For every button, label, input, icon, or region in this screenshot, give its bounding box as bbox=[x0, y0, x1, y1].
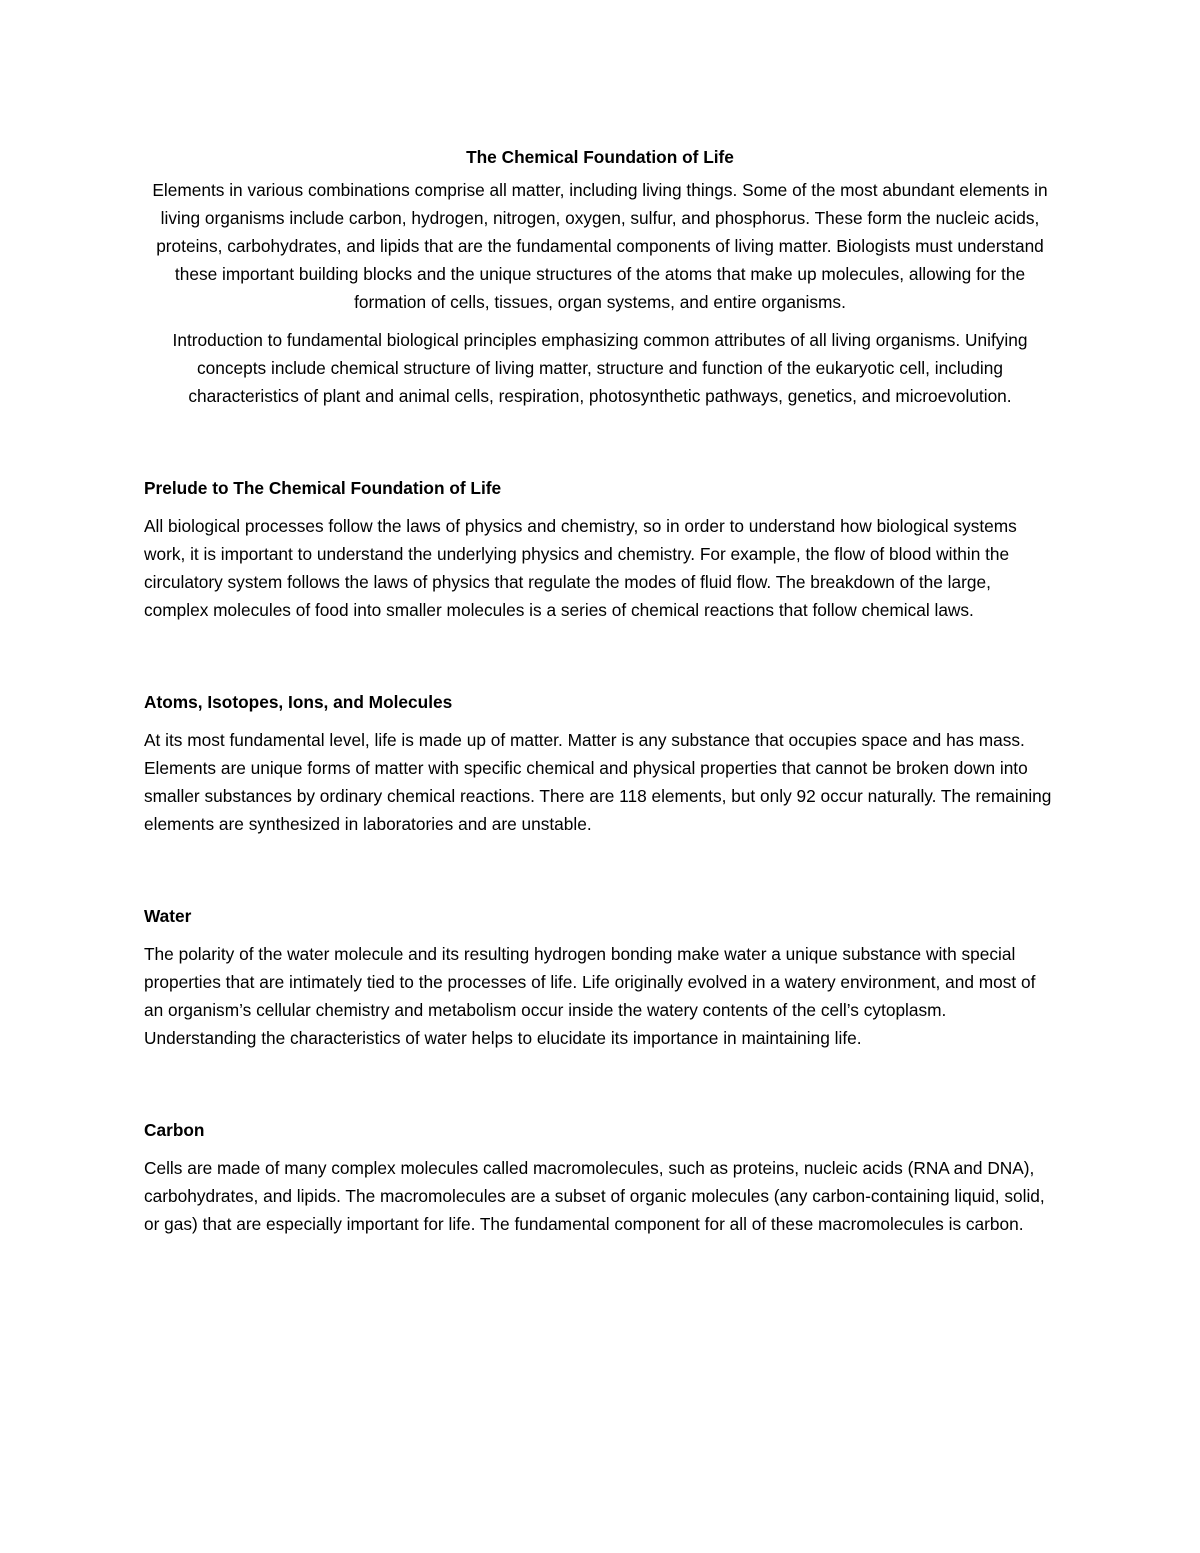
document-page bbox=[144, 141, 1056, 1238]
intro-paragraph-1: Elements in various combinations comprise all matter, including living things. Some of the most abundant elements in living organisms include carbon, hydrogen, nitrogen, oxygen, sulfur, and phosphorus. These form the nucleic acids, proteins, carbohydrates, and lipids that are the fundamental components of living matter. Biologists must understand these important building blocks and the unique structures of the atoms that make up molecules, allowing for the formation of cells, tissues, organ systems, and entire organisms. bbox=[152, 180, 1048, 312]
section-water bbox=[144, 902, 1056, 1052]
section-prelude bbox=[144, 474, 1056, 624]
section-heading: Atoms, Isotopes, Ions, and Molecules bbox=[144, 692, 453, 712]
section-body: Cells are made of many complex molecules called macromolecules, such as proteins, nucleic acids (RNA and DNA), carbohydrates, and lipids. The macromolecules are a subset of organic molecules (any carbon-containing liquid, solid, or gas) that are especially important for life. The fundamental component for all of these macromolecules is carbon. bbox=[144, 1158, 1045, 1234]
section-atoms bbox=[144, 688, 1056, 838]
section-heading: Water bbox=[144, 906, 192, 926]
document-title: The Chemical Foundation of Life bbox=[466, 147, 734, 167]
section-body: All biological processes follow the laws of physics and chemistry, so in order to understand how biological systems work, it is important to understand the underlying physics and chemistry. For example, the flow of blood within the circulatory system follows the laws of physics that regulate the modes of fluid flow. The breakdown of the large, complex molecules of food into smaller molecules is a series of chemical reactions that follow chemical laws. bbox=[144, 516, 1017, 620]
section-heading: Prelude to The Chemical Foundation of Life bbox=[144, 478, 502, 498]
intro-paragraph-2: Introduction to fundamental biological principles emphasizing common attributes of all living organisms. Unifying concepts include chemical structure of living matter, structure and function of the eukaryotic cell, including characteristics of plant and animal cells, respiration, photosynthetic pathways, genetics, and microevolution. bbox=[172, 330, 1028, 406]
section-body: The polarity of the water molecule and its resulting hydrogen bonding make water a unique substance with special properties that are intimately tied to the processes of life. Life originally evolved in a watery environment, and most of an organism’s cellular chemistry and metabolism occur inside the watery contents of the cell’s cytoplasm. Understanding the characteristics of water helps to elucidate its importance in maintaining life. bbox=[144, 944, 1036, 1048]
section-body: At its most fundamental level, life is made up of matter. Matter is any substance that occupies space and has mass. Elements are unique forms of matter with specific chemical and physical properties that cannot be broken down into smaller substances by ordinary chemical reactions. There are 118 elements, but only 92 occur naturally. The remaining elements are synthesized in laboratories and are unstable. bbox=[144, 730, 1052, 834]
section-carbon bbox=[144, 1116, 1056, 1238]
section-heading: Carbon bbox=[144, 1120, 205, 1140]
